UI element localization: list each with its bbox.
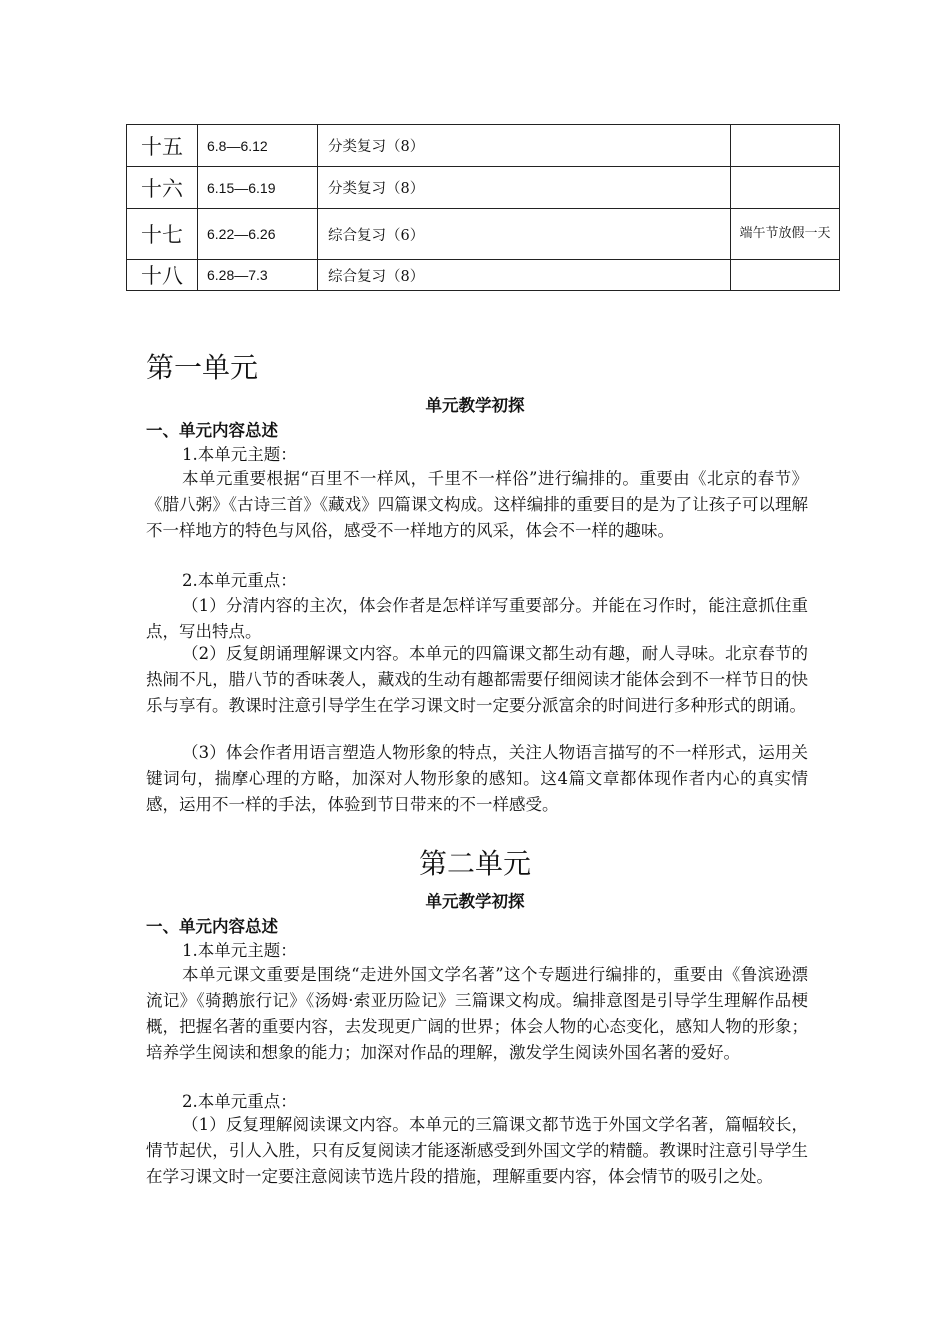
unit2-theme-label: 1.本单元主题： xyxy=(182,941,297,960)
unit1-focus-point-1: （1）分清内容的主次，体会作者是怎样详写重要部分。并能在习作时，能注意抓住重点，写出特点。 xyxy=(146,596,808,641)
content-cell: 综合复习（6） xyxy=(318,209,731,260)
note-cell xyxy=(731,167,840,209)
note-cell xyxy=(731,260,840,291)
content-cell: 综合复习（8） xyxy=(318,260,731,291)
unit2-focus-label: 2.本单元重点： xyxy=(182,1092,297,1111)
unit2-subtitle: 单元教学初探 xyxy=(425,892,525,911)
table-row xyxy=(127,125,840,167)
content-cell: 分类复习（8） xyxy=(318,167,731,209)
week-cell: 十八 xyxy=(127,260,198,291)
unit1-theme-label: 1.本单元主题： xyxy=(182,445,297,464)
unit1-focus-point-2: （2）反复朗诵理解课文内容。本单元的四篇课文都生动有趣，耐人寻味。北京春节的热闹不凡，腊八节的香味袭人，藏戏的生动有趣都需要仔细阅读才能体会到不一样节日的快乐与享有。教课时注意引导学生在学习课文时一定要分派富余的时间进行多种形式的朗诵。 xyxy=(146,644,808,715)
date-cell: 6.8—6.12 xyxy=(198,125,318,167)
unit2-section-heading: 一、单元内容总述 xyxy=(146,917,278,936)
content-cell: 分类复习（8） xyxy=(318,125,731,167)
unit1-focus-label: 2.本单元重点： xyxy=(182,571,297,590)
unit1-subtitle: 单元教学初探 xyxy=(425,396,525,415)
note-cell xyxy=(731,125,840,167)
table-row xyxy=(127,209,840,260)
table-row xyxy=(127,260,840,291)
week-cell: 十六 xyxy=(127,167,198,209)
unit2-theme-paragraph: 本单元课文重要是围绕“走进外国文学名著”这个专题进行编排的，重要由《鲁滨逊漂流记》《骑鹅旅行记》《汤姆·索亚历险记》三篇课文构成。编排意图是引导学生理解作品梗概，把握名著的重要内容，去发现更广阔的世界；体会人物的心态变化，感知人物的形象；培养学生阅读和想象的能力；加深对作品的理解，激发学生阅读外国名著的爱好。 xyxy=(146,965,808,1062)
unit2-title: 第二单元 xyxy=(418,847,531,880)
schedule-table xyxy=(126,124,840,291)
unit1-theme-paragraph: 本单元重要根据“百里不一样风，千里不一样俗”进行编排的。重要由《北京的春节》《腊八粥》《古诗三首》《藏戏》四篇课文构成。这样编排的重要目的是为了让孩子可以理解不一样地方的特色与风俗，感受不一样地方的风采，体会不一样的趣味。 xyxy=(146,469,808,540)
unit1-section-heading: 一、单元内容总述 xyxy=(146,421,278,440)
unit1-focus-point-3: （3）体会作者用语言塑造人物形象的特点，关注人物语言描写的不一样形式，运用关键词句，揣摩心理的方略，加深对人物形象的感知。这4篇文章都体现作者内心的真实情感，运用不一样的手法，体验到节日带来的不一样感受。 xyxy=(146,743,808,814)
date-cell: 6.28—7.3 xyxy=(198,260,318,291)
table-row xyxy=(127,167,840,209)
note-cell: 端午节放假一天 xyxy=(731,209,840,260)
unit2-focus-point-1: （1）反复理解阅读课文内容。本单元的三篇课文都节选于外国文学名著，篇幅较长，情节起伏，引人入胜，只有反复阅读才能逐渐感受到外国文学的精髓。教课时注意引导学生在学习课文时一定要注意阅读节选片段的措施，理解重要内容，体会情节的吸引之处。 xyxy=(146,1115,808,1186)
week-cell: 十七 xyxy=(127,209,198,260)
week-cell: 十五 xyxy=(127,125,198,167)
date-cell: 6.22—6.26 xyxy=(198,209,318,260)
unit1-title: 第一单元 xyxy=(146,351,259,384)
date-cell: 6.15—6.19 xyxy=(198,167,318,209)
